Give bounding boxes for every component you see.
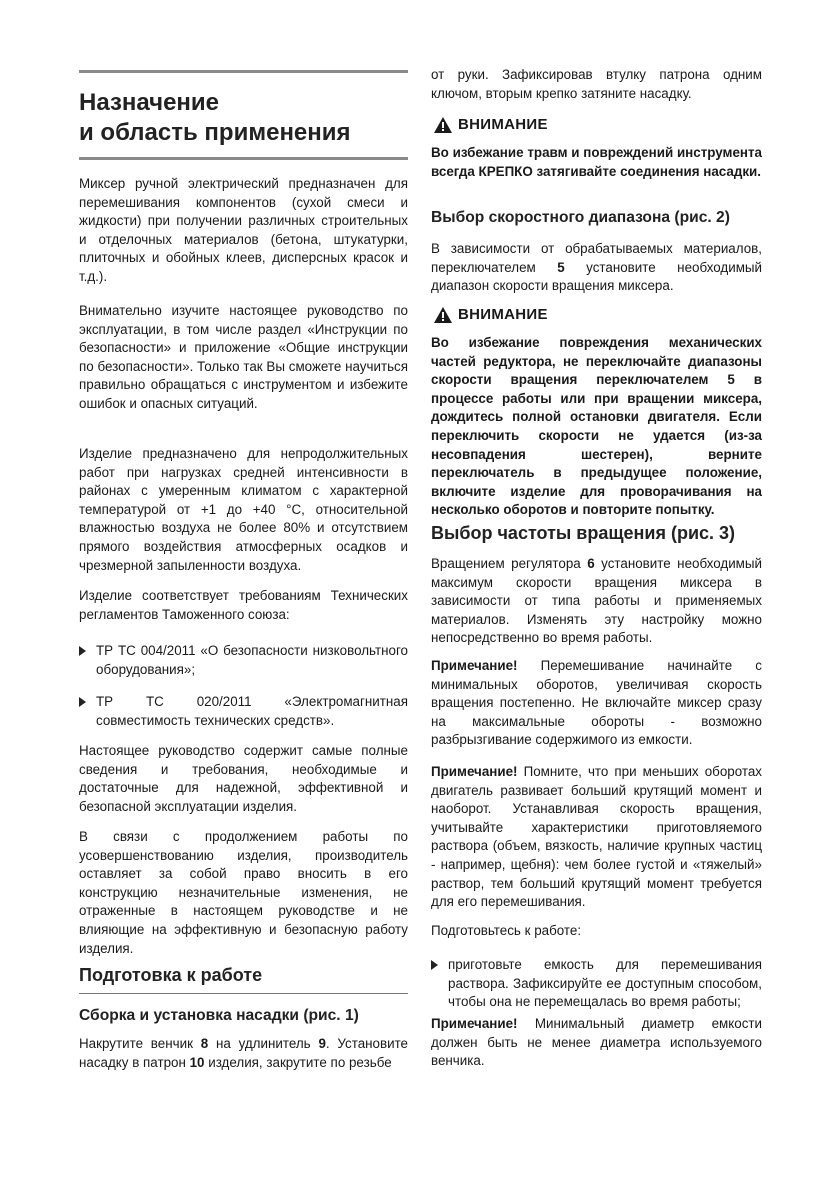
warning-heading-1: ВНИМАНИЕ (434, 116, 548, 133)
paragraph-purpose: Миксер ручной электрический предназначен для перемешивания компонентов (сухой смеси и жидкости) при получении различных строительных и отделочных материалов (бетона, штукатурки, плиточных и обойных клеев, дисперсных красок и т.д.). (79, 176, 408, 284)
warning-text-1: Во избежание травм и повреждений инструмента всегда КРЕПКО затягивайте соединения насадки. (431, 145, 762, 179)
paragraph-prepare: Подготовьтесь к работе: (431, 923, 582, 938)
paragraph-compliance: Изделие соответствует требованиям Технических регламентов Таможенного союза: (79, 588, 408, 622)
bullet-tr-ts-004: ТР ТС 004/2011 «О безопасности низковольтного оборудования»; (79, 642, 408, 679)
heading-rotation-frequency: Выбор частоты вращения (рис. 3) (431, 523, 736, 543)
note-container-diameter: Примечание! Минимальный диаметр емкости должен быть не менее диаметра используемого венчика. (431, 1016, 762, 1069)
warning-triangle-icon (434, 307, 452, 323)
paragraph-usage-conditions: Изделие предназначено для непродолжительных работ при нагрузках средней интенсивности в районах с умеренным климатом с характерной температурой от +1 до +40 °С, относительной влажностью воздуха не более 80% и отсутствием прямого воздействия атмосферных осадков и чрезмерной запыленности воздуха. (79, 446, 408, 573)
paragraph-manual-contents: Настоящее руководство содержит самые полные сведения и требования, необходимые и достаточные для надежной, эффективной и безопасной эксплуатации изделия. (79, 743, 408, 814)
heading-speed-range: Выбор скоростного диапазона (рис. 2) (431, 209, 730, 226)
note-torque: Примечание! Помните, что при меньших оборотах двигатель развивает больший крутящий момент и наоборот. Устанавливая скорость вращения, учитывайте характеристики приготовляемого раствора (объем, вязкость, наличие крупных частиц - например, щебня): чем более густой и «тяжелый» раствор, тем больший крутящий момент требуется для его перемешивания. (431, 764, 762, 910)
heading-preparation: Подготовка к работе (79, 965, 263, 985)
warning-text-2: Во избежание повреждения механических частей редуктора, не переключайте диапазоны скорости вращения переключателем 5 в процессе работы или при вращении миксера, дождитесь полной остановки двигателя. Если переключить скорости не удается (из-за несовпадения шестерен), верните переключатель в предыдущее положение, включите изделие для проворачивания на несколько оборотов и повторите попытку. (431, 335, 762, 518)
top-rule (79, 70, 408, 73)
heading-assembly: Сборка и установка насадки (рис. 1) (79, 1007, 359, 1024)
paragraph-read-manual: Внимательно изучите настоящее руководство по эксплуатации, в том числе раздел «Инструкции по безопасности» и приложение «Общие инструкции по безопасности». Только так Вы сможете научиться правильно обращаться с инструментом и избежите ошибок и опасных ситуаций. (79, 303, 408, 411)
section-title-line1: Назначение (79, 89, 220, 116)
preparation-rule (79, 993, 408, 994)
bullet-container: приготовьте емкость для перемешивания раствора. Зафиксируйте ее доступным способом, чтобы она не перемещалась во время работы; (431, 956, 762, 1012)
title-underline (79, 157, 408, 160)
note-start-slow: Примечание! Перемешивание начинайте с минимальных оборотов, увеличивая скорость вращения постепенно. Не включайте миксер сразу на максимальные обороты - возможно разбрызгивание содержимого из емкости. (431, 658, 762, 748)
paragraph-improvements: В связи с продолжением работы по усовершенствованию изделия, производитель оставляет за собой право вносить в его конструкцию незначительные изменения, не отраженные в настоящем руководстве и не влияющие на эффективную и безопасную работу изделия. (79, 829, 408, 956)
warning-heading-2: ВНИМАНИЕ (434, 306, 548, 323)
paragraph-assembly: Накрутите венчик 8 на удлинитель 9. Установите насадку в патрон 10 изделия, закрутите по резьбе (79, 1036, 409, 1070)
paragraph-rotation-frequency: Вращением регулятора 6 установите необходимый максимум скорости вращения миксера в зависимости от типа работы и применяемых материалов. Изменять эту настройку можно непосредственно во время работы. (431, 556, 762, 646)
bullet-arrow-icon (79, 646, 86, 656)
bullet-arrow-icon (79, 697, 86, 707)
bullet-arrow-icon (431, 960, 438, 970)
warning-triangle-icon (434, 117, 452, 133)
section-title-line2: и область применения (79, 119, 351, 146)
bullet-tr-ts-020: ТР ТС 020/2011 «Электромагнитная совместимость технических средств». (79, 693, 408, 730)
paragraph-speed-range: В зависимости от обрабатываемых материалов, переключателем 5 установите необходимый диапазон скорости вращения миксера. (431, 241, 763, 294)
paragraph-assembly-continued: от руки. Зафиксировав втулку патрона одним ключом, вторым крепко затяните насадку. (431, 67, 762, 101)
